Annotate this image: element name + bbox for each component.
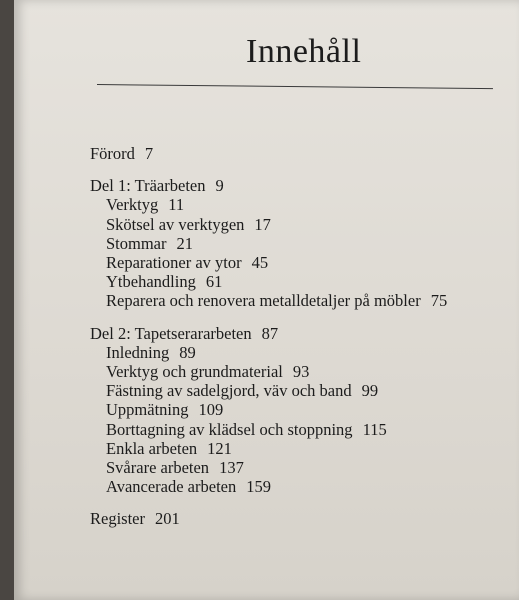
toc-label: Uppmätning	[106, 400, 189, 420]
toc-page: 75	[430, 291, 448, 311]
toc-label: Fästning av sadelgjord, väv och band	[106, 381, 352, 401]
page-title: Innehåll	[246, 33, 362, 70]
toc-page: 21	[176, 233, 193, 253]
toc-page: 11	[168, 195, 185, 215]
toc-entry-stommar	[90, 234, 510, 253]
toc-label: Register	[90, 509, 145, 529]
toc-entry-fastning	[90, 381, 510, 400]
toc-label: Svårare arbeten	[106, 458, 210, 478]
title-rule	[97, 84, 493, 89]
toc-label: Inledning	[106, 342, 170, 362]
toc-label: Reparera och renovera metalldetaljer på möbler	[106, 291, 421, 311]
toc-label: Enkla arbeten	[106, 438, 198, 458]
toc-entry-uppmatning	[90, 400, 510, 419]
toc-page: 7	[144, 144, 154, 163]
toc-label: Reparationer av ytor	[106, 253, 242, 273]
toc-label: Del 1: Träarbeten	[90, 176, 206, 196]
toc-entry-verktyg	[90, 195, 510, 214]
toc-label: Verktyg och grundmaterial	[106, 362, 283, 382]
toc-page: 99	[361, 381, 379, 401]
toc-entry-svarare	[90, 458, 510, 477]
toc-label: Borttagning av klädsel och stoppning	[106, 419, 353, 439]
toc-entry-avancerade	[90, 477, 510, 496]
toc-page: 61	[205, 272, 223, 292]
toc-page: 121	[207, 438, 232, 458]
toc-entry-del1	[90, 176, 510, 195]
toc-page: 45	[251, 253, 269, 273]
toc-page: 9	[215, 176, 224, 196]
toc-page: 87	[261, 323, 279, 343]
toc-label: Verktyg	[106, 195, 159, 215]
toc-entry-grundmaterial	[90, 362, 510, 381]
toc-page: 201	[155, 509, 180, 529]
toc-page: 115	[362, 419, 387, 439]
toc-label: Stommar	[106, 233, 167, 253]
book-page	[14, 0, 519, 600]
toc-page: 159	[246, 477, 271, 497]
toc-page: 109	[198, 400, 224, 420]
toc-entry-borttagning	[90, 420, 510, 439]
toc-page: 89	[179, 342, 196, 362]
toc-entry-inledning	[90, 343, 510, 362]
toc-label: Skötsel av verktygen	[106, 214, 245, 234]
toc-entry-metalldetaljer	[90, 291, 510, 310]
toc-page: 137	[219, 458, 244, 478]
toc-label: Förord	[90, 144, 135, 163]
toc-entry-register	[90, 509, 510, 528]
toc-entry-enkla	[90, 439, 510, 458]
toc-entry-skotsel	[90, 215, 510, 234]
toc-entry-del2	[90, 324, 510, 343]
toc-page: 93	[292, 362, 310, 382]
toc-label: Del 2: Tapetserararbeten	[90, 323, 252, 343]
toc-entry-ytbehandling	[90, 272, 510, 291]
toc-label: Ytbehandling	[106, 272, 196, 292]
toc-page: 17	[254, 214, 271, 234]
table-of-contents	[90, 144, 510, 529]
toc-label: Avancerade arbeten	[106, 477, 237, 497]
toc-entry-reparationer	[90, 253, 510, 272]
toc-entry-forord	[90, 144, 510, 163]
